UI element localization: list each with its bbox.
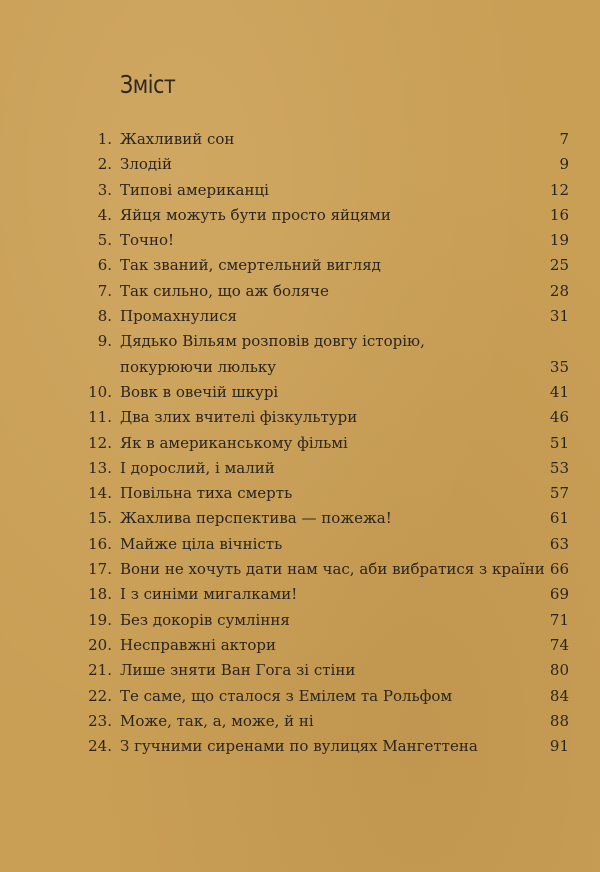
chapter-title: Лише зняти Ван Гога зі стіни: [120, 661, 356, 680]
chapter-title: Так сильно, що аж боляче: [120, 281, 329, 300]
chapter-number: 13.: [88, 458, 112, 477]
chapter-number: 20.: [88, 635, 112, 654]
chapter-title: Жахлива перспектива — пожежа!: [120, 509, 392, 528]
chapter-number: 24.: [88, 737, 112, 756]
page-number: 71: [549, 610, 569, 629]
chapter-title: Точно!: [120, 231, 175, 250]
page-number: 80: [549, 661, 569, 680]
page-number: 31: [549, 307, 569, 326]
chapter-title: Повільна тиха смерть: [120, 484, 293, 503]
chapter-title: Вони не хочуть дати нам час, аби вибратися з країни: [120, 560, 545, 579]
table-of-contents: [0, 127, 600, 759]
toc-entry: [0, 279, 600, 304]
page-number: 7: [559, 130, 569, 148]
chapter-title: Типові американці: [120, 180, 269, 199]
chapter-number: 2.: [97, 155, 112, 174]
page-number: 16: [549, 205, 569, 224]
page-title: Зміст: [120, 70, 176, 99]
chapter-title: Може, так, а, може, й ні: [120, 711, 314, 730]
page-number: 61: [549, 509, 569, 528]
toc-entry: [0, 557, 600, 582]
chapter-number: 18.: [88, 585, 112, 604]
chapter-title: Так званий, смертельний вигляд: [120, 256, 381, 275]
toc-entry: [0, 152, 600, 177]
chapter-number: 19.: [88, 610, 112, 629]
chapter-number: 23.: [88, 711, 112, 730]
page-number: 35: [549, 357, 569, 376]
chapter-number: 17.: [88, 560, 112, 579]
page-number: 84: [549, 686, 569, 705]
page-number: 88: [549, 711, 569, 730]
chapter-title: Несправжні актори: [120, 635, 276, 654]
page-number: 53: [549, 458, 569, 477]
toc-entry: [0, 456, 600, 481]
page-number: 41: [549, 382, 569, 401]
page-number: 57: [549, 484, 569, 503]
chapter-number: 21.: [88, 661, 112, 680]
toc-entry: [0, 253, 600, 278]
chapter-title: Майже ціла вічність: [120, 534, 283, 553]
chapter-title: І дорослий, і малий: [120, 458, 275, 477]
page-number: 19: [549, 231, 569, 250]
chapter-title: Те саме, що сталося з Емілем та Рольфом: [120, 686, 453, 705]
chapter-title: Промахнулися: [120, 307, 237, 326]
toc-entry: [0, 304, 600, 329]
toc-entry: [0, 228, 600, 253]
chapter-title: Дядько Вільям розповів довгу історію, покурюючи люльку: [120, 332, 425, 376]
page-number: 9: [559, 155, 569, 174]
page-number: 46: [549, 408, 569, 427]
chapter-title: Два злих вчителі фізкультури: [120, 408, 358, 427]
toc-entry: [0, 684, 600, 709]
toc-entry: [0, 532, 600, 557]
chapter-number: 10.: [88, 382, 112, 401]
chapter-number: 11.: [88, 408, 112, 427]
toc-entry: [0, 658, 600, 683]
page-number: 63: [549, 534, 569, 553]
page-number: 66: [549, 560, 569, 579]
chapter-title: Вовк в овечій шкурі: [120, 382, 279, 401]
toc-entry: [0, 380, 600, 405]
chapter-title: Без докорів сумління: [120, 610, 290, 629]
toc-entry: [0, 178, 600, 203]
chapter-title: Яйця можуть бути просто яйцями: [120, 205, 391, 224]
toc-entry: [0, 405, 600, 430]
chapter-number: 15.: [88, 509, 112, 528]
chapter-number: 3.: [97, 180, 112, 199]
page-number: 28: [549, 281, 569, 300]
chapter-number: 8.: [97, 307, 112, 326]
chapter-number: 5.: [97, 231, 112, 250]
chapter-number: 12.: [88, 433, 112, 452]
page-number: 69: [549, 585, 569, 604]
chapter-title: І з синіми мигалками!: [120, 585, 298, 604]
chapter-title: Злодій: [120, 155, 172, 174]
chapter-number: 1.: [97, 130, 112, 148]
toc-entry: [0, 582, 600, 607]
toc-entry: [0, 633, 600, 658]
page-number: 51: [549, 433, 569, 452]
toc-entry: [0, 608, 600, 633]
chapter-number: 9.: [97, 332, 112, 351]
toc-entry: [0, 329, 600, 380]
toc-entry: [0, 709, 600, 734]
page-number: 12: [549, 180, 569, 199]
chapter-number: 7.: [97, 281, 112, 300]
toc-entry: [0, 203, 600, 228]
chapter-number: 16.: [88, 534, 112, 553]
page-number: 74: [549, 635, 569, 654]
chapter-title: З гучними сиренами по вулицях Мангеттена: [120, 737, 478, 756]
chapter-title: Як в американському фільмі: [120, 433, 348, 452]
page-number: 25: [549, 256, 569, 275]
chapter-number: 22.: [88, 686, 112, 705]
chapter-number: 14.: [88, 484, 112, 503]
toc-entry: [0, 734, 600, 759]
toc-entry: [0, 127, 600, 152]
toc-entry: [0, 506, 600, 531]
chapter-number: 4.: [97, 205, 112, 224]
chapter-title: Жахливий сон: [120, 130, 235, 148]
page-number: 91: [549, 737, 569, 756]
toc-entry: [0, 481, 600, 506]
chapter-number: 6.: [97, 256, 112, 275]
toc-entry: [0, 431, 600, 456]
